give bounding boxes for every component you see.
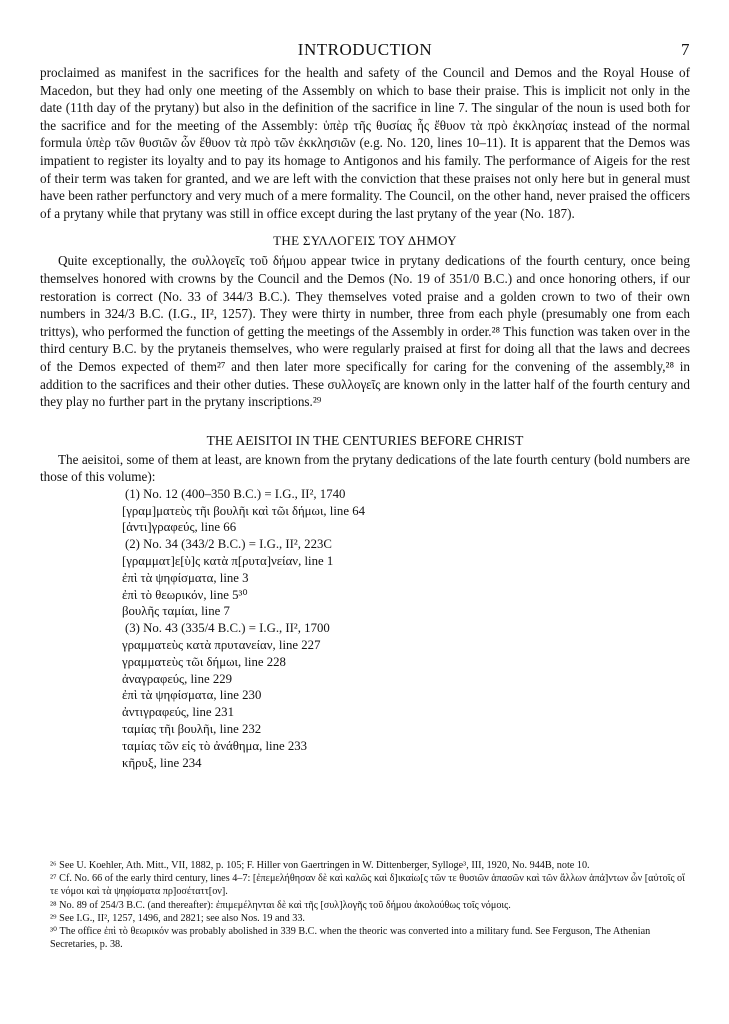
list-item: (3) No. 43 (335/4 B.C.) = I.G., II², 1700 (125, 621, 330, 636)
page-content (40, 40, 690, 771)
footnote-29: ²⁹ See I.G., II², 1257, 1496, and 2821; see also Nos. 19 and 33. (50, 912, 305, 924)
list-item: ἐπὶ τὸ θεωρικόν, line 5³⁰ (122, 587, 248, 602)
list-item: (2) No. 34 (343/2 B.C.) = I.G., II², 223C (125, 537, 332, 552)
list-item: ἀντιγραφεύς, line 231 (122, 705, 234, 720)
list-item: ἐπὶ τὰ ψηφίσματα, line 230 (122, 688, 262, 703)
list-item: [γραμ]ματεὺς τῆι βουλῆι καὶ τῶι δήμωι, line 64 (122, 503, 365, 518)
list-item: ταμίας τῆι βουλῆι, line 232 (122, 722, 262, 737)
list-item: βουλῆς ταμίαι, line 7 (122, 604, 230, 619)
list-item: ταμίας τῶν εἰς τὸ ἀνάθημα, line 233 (122, 738, 308, 753)
paragraph-2: Quite exceptionally, the συλλογεῖς τοῦ δήμου appear twice in prytany dedications of the fourth century, once being themselves honored with crowns by the Council and the Demos (No. 19 of 351/0 B.C.) and once honoring others, if our restoration is correct (No. 33 of 344/3 B.C.). They themselves voted praise and a golden crown to two of their own numbers in 324/3 B.C. (I.G., II², 1257). They were thirty in number, three from each phyle (presumably one from each trittys), who performed the function of getting the meetings of the Assembly in order.²⁸ This function was taken over in the third century B.C. by the prytaneis themselves, who were regularly praised at first for doing all that the laws and decrees of the Demos expected of them²⁷ and then later more specifically for caring for the convening of the assembly,²⁸ in addition to the sacrifices and their other duties. These συλλογεῖς are known only in the latter half of the fourth century and they play no further part in the prytany inscriptions.²⁹ (40, 253, 690, 410)
list-item: (1) No. 12 (400–350 B.C.) = I.G., II², 1740 (125, 486, 346, 501)
page-number: 7 (681, 40, 690, 59)
list-item: [ἀντι]γραφεύς, line 66 (122, 520, 237, 535)
list-item: γραμματεὺς κατὰ πρυτανείαν, line 227 (122, 638, 321, 653)
section-heading-syllogeis: ΤΗΕ ΣΥΛΛΟΓΕΙΣ ΤΟΥ ΔΗΜΟΥ (273, 233, 457, 249)
paragraph-1: proclaimed as manifest in the sacrifices for the health and safety of the Council and Demos and the Royal House of Macedon, but they had only one meeting of the Assembly on which to base their praise. This is implicit not only in the date (11th day of the prytany) but also in the definition of the sacrifice in line 7. The singular of the noun is used both for the sacrifice and for the meeting of the Assembly: ὑπὲρ τῆς θυσίας ἧς ἔθυον τὰ πρὸ ἐκκλησίας instead of the normal formula ὑπὲρ τῶν θυσιῶν ὧν ἔθυον τὰ πρὸ τῶν ἐκκλησιῶν (e.g. No. 120, lines 10–11). It is apparent that the Demos was impatient to register its loyalty and to pay its homage to Antigonos and his family. The performance of Aigeis for the rest of their term was taken for granted, and we are left with the conviction that these praises not only here but in general must have been rather perfunctory and very much of a mere formality. The Council, on the other hand, never praised the officers of a prytany while that prytany was still in office except during the last prytany of the year (No. 187). (40, 65, 690, 221)
section-heading-aeisitoi: THE AEISITOI IN THE CENTURIES BEFORE CHRIST (206, 432, 524, 448)
footnote-27: ²⁷ Cf. No. 66 of the early third century, lines 4–7: [ἐπεμελήθησαν δὲ καὶ καλῶς καὶ δ]ικαίω[ς τῶν τε θυσιῶν ἁπασῶν καὶ τῶν ἄλλων ἁπά]ντων ὧν [αὐτοῖς οἵ τε νόμοι καὶ τὰ ψηφίσματα πρ]οσέταττ[ον]. (50, 873, 685, 898)
aeisitoi-list (40, 486, 690, 772)
footnote-26: ²⁶ See U. Koehler, Ath. Mitt., VII, 1882, p. 105; F. Hiller von Gaertringen in W. Dittenberger, Sylloge³, III, 1920, No. 944B, note 10. (50, 860, 590, 871)
footnote-30: ³⁰ The office ἐπὶ τὸ θεωρικόν was probably abolished in 339 B.C. when the theoric was converted into a military fund. See Ferguson, The Athenian Secretaries, p. 38. (50, 926, 651, 951)
list-item: [γραμματ]ε[ὺ]ς κατὰ π[ρυτα]νείαν, line 1 (122, 554, 334, 569)
footnotes (40, 859, 690, 951)
footnote-28: ²⁸ No. 89 of 254/3 B.C. (and thereafter): ἐπιμεμέληνται δὲ καὶ τῆς [συλ]λογῆς τοῦ δήμου ἀκολούθως τοῖς νόμοις. (50, 899, 511, 911)
list-item: γραμματεὺς τῶι δήμωι, line 228 (122, 654, 286, 669)
list-item: ἀναγραφεύς, line 229 (122, 671, 233, 686)
running-title: INTRODUCTION (297, 40, 433, 59)
list-item: κῆρυξ, line 234 (122, 755, 202, 770)
paragraph-3: The aeisitoi, some of them at least, are known from the prytany dedications of the late fourth century (bold numbers are those of this volume): (40, 451, 690, 485)
list-item: ἐπὶ τὰ ψηφίσματα, line 3 (122, 570, 249, 585)
running-header (40, 40, 690, 64)
